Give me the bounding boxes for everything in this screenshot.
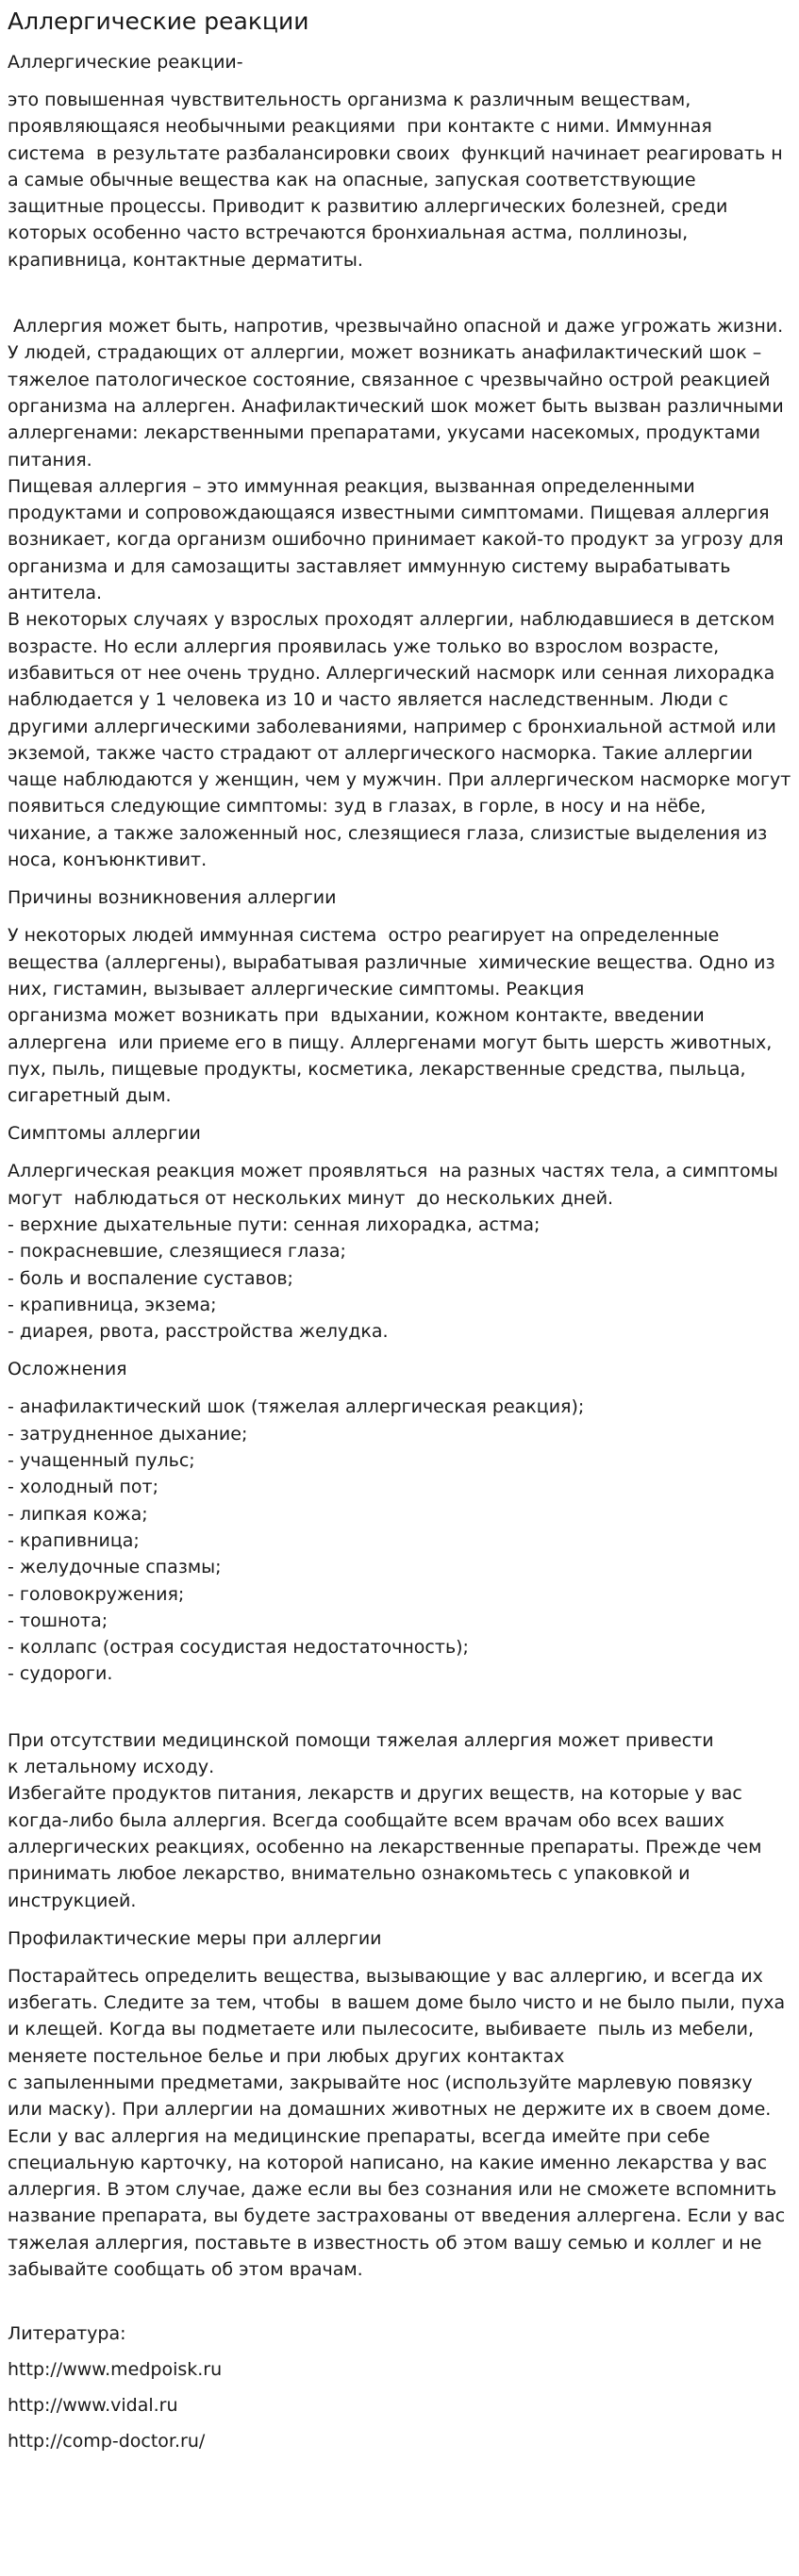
text-line: и клещей. Когда вы подметаете или пылесосите, выбиваете пыль из мебели, <box>8 2019 754 2040</box>
text-line: - диарея, рвота, расстройства желудка. <box>8 1321 389 1343</box>
text-line: Постарайтесь определить вещества, вызывающие у вас аллергию, и всегда их <box>8 1965 763 1987</box>
text-line: возрасте. Но если аллергия проявилась уже только во взрослом возрасте, <box>8 636 720 657</box>
intro-paragraph <box>8 87 793 273</box>
text-line: крапивница, контактные дерматиты. <box>8 249 363 271</box>
text-line: пух, пыль, пищевые продукты, косметика, лекарственные средства, пыльца, <box>8 1058 746 1080</box>
text-line: продуктами и сопровождающаяся известными симптомами. Пищевая аллергия <box>8 503 770 524</box>
text-line: которых особенно часто встречаются бронхиальная астма, поллинозы, <box>8 223 689 244</box>
text-line: или маску). При аллергии на домашних животных не держите их в своем доме. <box>8 2099 772 2121</box>
text-line: тяжелая аллергия, поставьте в известность об этом вашу семью и коллег и не <box>8 2232 762 2254</box>
page-title: Аллергические реакции <box>8 8 309 35</box>
text-line: другими аллергическими заболеваниями, например с бронхиальной астмой или <box>8 716 776 737</box>
symptoms-paragraph <box>8 1158 793 1345</box>
text-line: - коллапс (острая сосудистая недостаточность); <box>8 1637 469 1659</box>
text-line: - крапивница, экзема; <box>8 1294 217 1315</box>
text-line: чихание, а также заложенный нос, слезящиеся глаза, слизистые выделения из <box>8 822 768 844</box>
text-line: наблюдается у 1 человека из 10 и часто является наследственным. Люди с <box>8 689 728 711</box>
text-line: питания. <box>8 449 92 471</box>
text-line: появиться следующие симптомы: зуд в глазах, в горле, в носу и на нёбе, <box>8 796 707 817</box>
text-line: У людей, страдающих от аллергии, может возникать анафилактический шок – <box>8 342 762 364</box>
text-line: организма на аллерген. Анафилактический шок может быть вызван различными <box>8 395 784 417</box>
text-line: избегать. Следите за тем, чтобы в вашем доме было чисто и не было пыли, пуха <box>8 1992 786 2014</box>
text-line: - затрудненное дыхание; <box>8 1423 248 1445</box>
text-line: инструкцией. <box>8 1890 137 1911</box>
text-line: аллергенами: лекарственными препаратами, укусами насекомых, продуктами <box>8 422 761 444</box>
text-line: - головокружения; <box>8 1583 185 1605</box>
text-line: сигаретный дым. <box>8 1085 172 1107</box>
text-line: - боль и воспаление суставов; <box>8 1267 293 1289</box>
text-line: возникает, когда организм ошибочно принимает какой-то продукт за угрозу для <box>8 529 784 551</box>
text-line: - крапивница; <box>8 1529 140 1551</box>
text-line: аллергия. В этом случае, даже если вы без сознания или не сможете вспомнить <box>8 2179 777 2201</box>
text-line: - желудочные спазмы; <box>8 1557 222 1578</box>
intro-heading: Аллергические реакции- <box>8 52 243 73</box>
text-line: - учащенный пульс; <box>8 1450 195 1472</box>
text-line: организма может возникать при вдыхании, кожном контакте, введении <box>8 1005 705 1027</box>
section-gap <box>8 2296 793 2322</box>
text-line: это повышенная чувствительность организма к различным веществам, <box>8 90 691 110</box>
text-line: У некоторых людей иммунная система остро реагирует на определенные <box>8 925 720 947</box>
text-line: тяжелое патологическое состояние, связанное с чрезвычайно острой реакцией <box>8 369 771 390</box>
text-line: - верхние дыхательные пути: сенная лихорадка, астма; <box>8 1214 541 1235</box>
text-line: принимать любое лекарство, внимательно ознакомьтесь с упаковкой и <box>8 1863 691 1885</box>
text-line: а самые обычные вещества как на опасные, запуская соответствующие <box>8 169 696 190</box>
text-line: - анафилактический шок (тяжелая аллергическая реакция); <box>8 1396 585 1418</box>
literature-link-vidal[interactable]: http://www.vidal.ru <box>8 2395 178 2417</box>
text-line: Если у вас аллергия на медицинские препараты, всегда имейте при себе <box>8 2125 710 2147</box>
causes-heading: Причины возникновения аллергии <box>8 887 337 909</box>
text-line: название препарата, вы будете застрахованы от введения аллергена. Если у вас <box>8 2205 786 2227</box>
text-line: система в результате разбалансировки своих функций начинает реагировать н <box>8 142 783 164</box>
warning-paragraph <box>8 1727 793 1914</box>
text-line: Избегайте продуктов питания, лекарств и других веществ, на которые у вас <box>8 1783 742 1805</box>
text-line: Аллергия может быть, напротив, чрезвычайно опасной и даже угрожать жизни. <box>8 316 784 338</box>
text-line: защитные процессы. Приводит к развитию аллергических болезней, среди <box>8 196 728 218</box>
prevention-heading: Профилактические меры при аллергии <box>8 1927 382 1949</box>
section-gap <box>8 1701 793 1727</box>
text-line: вещества (аллергены), вырабатывая различные химические вещества. Одно из <box>8 951 775 973</box>
text-line: Пищевая аллергия – это иммунная реакция, вызванная определенными <box>8 475 695 497</box>
text-line: когда-либо была аллергия. Всегда сообщайте всем врачам обо всех ваших <box>8 1809 725 1831</box>
prevention-paragraph <box>8 1963 793 2284</box>
text-line: чаще наблюдаются у женщин, чем у мужчин. При аллергическом насморке могут <box>8 769 791 791</box>
literature-link-comp-doctor[interactable]: http://comp-doctor.ru/ <box>8 2431 206 2452</box>
text-line: В некоторых случаях у взрослых проходят аллергии, наблюдавшиеся в детском <box>8 609 775 631</box>
text-line: Аллергическая реакция может проявляться на разных частях тела, а симптомы <box>8 1161 778 1182</box>
text-line: аллергена или приеме его в пищу. Аллергенами могут быть шерсть животных, <box>8 1032 773 1053</box>
text-line: могут наблюдаться от нескольких минут до нескольких дней. <box>8 1187 614 1209</box>
text-line: - липкая кожа; <box>8 1503 148 1525</box>
text-line: меняете постельное белье и при любых других контактах <box>8 2045 565 2067</box>
text-line: - холодный пот; <box>8 1477 158 1498</box>
text-line: экземой, также часто страдают от аллергического насморка. Такие аллергии <box>8 742 754 764</box>
text-line: организма и для самозащиты заставляет иммунную систему вырабатывать <box>8 555 731 577</box>
causes-paragraph <box>8 922 793 1109</box>
complications-list <box>8 1394 793 1687</box>
text-line: аллергических реакциях, особенно на лекарственные препараты. Прежде чем <box>8 1836 762 1858</box>
text-line: При отсутствии медицинской помощи тяжелая аллергия может привести <box>8 1729 714 1751</box>
text-line: специальную карточку, на которой написано, на какие именно лекарства у вас <box>8 2152 768 2173</box>
body-paragraph <box>8 313 793 873</box>
text-line: носа, конъюнктивит. <box>8 850 208 871</box>
literature-link-medpoisk[interactable]: http://www.medpoisk.ru <box>8 2359 223 2381</box>
text-line: избавиться от нее очень трудно. Аллергический насморк или сенная лихорадка <box>8 662 775 684</box>
text-line: с запыленными предметами, закрывайте нос (используйте марлевую повязку <box>8 2072 753 2093</box>
text-line: них, гистамин, вызывает аллергические симптомы. Реакция <box>8 978 585 999</box>
complications-heading: Осложнения <box>8 1359 127 1380</box>
text-line: - покрасневшие, слезящиеся глаза; <box>8 1241 346 1263</box>
text-line: антитела. <box>8 583 103 604</box>
text-line: забывайте сообщать об этом врачам. <box>8 2259 363 2281</box>
section-gap <box>8 287 793 313</box>
text-line: к летальному исходу. <box>8 1757 215 1778</box>
text-line: - тошнота; <box>8 1610 108 1631</box>
text-line: проявляющаяся необычными реакциями при контакте с ними. Иммунная <box>8 116 712 138</box>
symptoms-heading: Симптомы аллергии <box>8 1123 201 1145</box>
literature-label: Литература: <box>8 2323 126 2345</box>
text-line: - судороги. <box>8 1663 113 1685</box>
